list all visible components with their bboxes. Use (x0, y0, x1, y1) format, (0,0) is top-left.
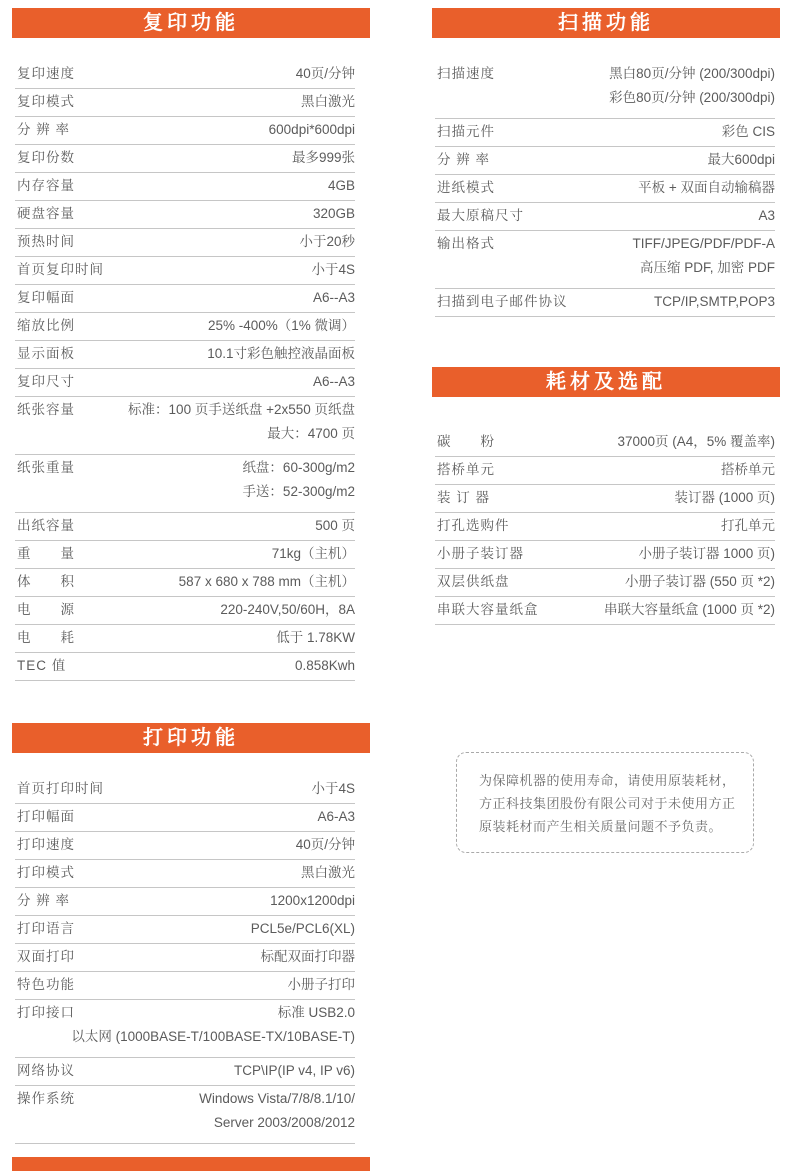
spec-row (15, 89, 355, 117)
spec-label: 缩放比例 (17, 318, 75, 333)
spec-label: 双层供纸盘 (437, 574, 510, 589)
spec-value-line: 标配双面打印器 (260, 949, 355, 964)
spec-value-line: 4GB (327, 178, 355, 193)
spec-row (435, 429, 775, 457)
spec-label: 复印速度 (17, 66, 75, 81)
spec-table-consumables (435, 429, 775, 625)
spec-value-line: A3 (758, 208, 775, 223)
spec-value-line: TCP/IP,SMTP,POP3 (653, 294, 775, 309)
spec-row (15, 625, 355, 653)
spec-row (435, 147, 775, 175)
spec-label: 打印模式 (17, 865, 75, 880)
spec-row (15, 1058, 355, 1086)
spec-value-line: 装订器 (1000 页) (674, 490, 775, 505)
spec-label: TEC 值 (17, 658, 67, 673)
spec-row (435, 457, 775, 485)
spec-value-line: 小于4S (311, 262, 355, 277)
spec-value-line: 587 x 680 x 788 mm（主机） (178, 574, 355, 589)
section-header-print: 打印功能 (12, 723, 370, 753)
spec-value-line: 黑白激光 (301, 94, 355, 109)
spec-row (15, 972, 355, 1000)
spec-value-line: Server 2003/2008/2012 (213, 1115, 355, 1130)
spec-value-line: 小册子装订器 1000 页) (638, 546, 775, 561)
section-header-consumables: 耗材及选配 (432, 367, 780, 397)
spec-value-line: 最多999张 (291, 150, 355, 165)
spec-value-line: 以太网 (1000BASE-T/100BASE-TX/10BASE-T) (71, 1029, 355, 1044)
spec-label: 最大原稿尺寸 (437, 208, 524, 223)
partial-section-header-bar (12, 1157, 370, 1171)
spec-label: 装 订 器 (437, 490, 491, 505)
spec-value-line: Windows Vista/7/8/8.1/10/ (199, 1091, 355, 1106)
spec-label: 首页打印时间 (17, 781, 104, 796)
spec-row (15, 117, 355, 145)
spec-row (15, 832, 355, 860)
spec-value-line: A6--A3 (312, 374, 355, 389)
spec-label: 复印份数 (17, 150, 75, 165)
spec-label: 小册子装订器 (437, 546, 524, 561)
spec-value-line: 小于4S (311, 781, 355, 796)
spec-label: 硬盘容量 (17, 206, 75, 221)
note-box (456, 752, 754, 853)
spec-row (15, 257, 355, 285)
spec-value-line: 37000页 (A4，5% 覆盖率) (617, 434, 775, 449)
spec-row (15, 1086, 355, 1144)
spec-label: 分 辨 率 (17, 893, 71, 908)
spec-row (15, 776, 355, 804)
spec-label: 电 耗 (17, 630, 75, 645)
spec-value-line: 平板 + 双面自动输稿器 (638, 180, 775, 195)
spec-value-line: 最大：4700 页 (267, 426, 355, 441)
spec-value-line: 搭桥单元 (721, 462, 775, 477)
spec-row (15, 569, 355, 597)
spec-value-line: 黑白80页/分钟 (200/300dpi) (609, 66, 775, 81)
spec-row (15, 541, 355, 569)
spec-row (15, 397, 355, 455)
spec-row (15, 916, 355, 944)
spec-row (435, 513, 775, 541)
spec-value-line: 40页/分钟 (295, 837, 355, 852)
spec-value-line: 320GB (312, 206, 355, 221)
spec-label: 纸张重量 (17, 460, 75, 475)
spec-value-line: 0.858Kwh (294, 658, 355, 673)
spec-label: 内存容量 (17, 178, 75, 193)
spec-value-line: 25% -400%（1% 微调） (207, 318, 355, 333)
spec-value-line: 小册子打印 (287, 977, 355, 992)
spec-value-line: 小册子装订器 (550 页 *2) (624, 574, 775, 589)
spec-row (435, 289, 775, 317)
spec-label: 打印幅面 (17, 809, 75, 824)
spec-value-line: 标准 USB2.0 (277, 1005, 355, 1020)
spec-label: 电 源 (17, 602, 75, 617)
spec-value-line: 打孔单元 (721, 518, 775, 533)
spec-label: 复印幅面 (17, 290, 75, 305)
spec-row (15, 513, 355, 541)
spec-row (15, 455, 355, 513)
spec-value-line: 600dpi*600dpi (268, 122, 355, 137)
spec-row (435, 175, 775, 203)
spec-row (435, 119, 775, 147)
spec-label: 操作系统 (17, 1091, 75, 1106)
spec-label: 显示面板 (17, 346, 75, 361)
spec-row (15, 944, 355, 972)
spec-value-line: 40页/分钟 (295, 66, 355, 81)
spec-label: 串联大容量纸盒 (437, 602, 539, 617)
spec-label: 扫描到电子邮件协议 (437, 294, 568, 309)
spec-label: 特色功能 (17, 977, 75, 992)
spec-row (15, 313, 355, 341)
spec-value-line: 彩色 CIS (721, 124, 775, 139)
spec-row (15, 61, 355, 89)
spec-label: 预热时间 (17, 234, 75, 249)
spec-label: 扫描元件 (437, 124, 495, 139)
spec-label: 复印模式 (17, 94, 75, 109)
spec-value-line: 71kg（主机） (271, 546, 355, 561)
spec-value-line: 黑白激光 (301, 865, 355, 880)
spec-row (15, 201, 355, 229)
spec-row (15, 145, 355, 173)
spec-label: 进纸模式 (437, 180, 495, 195)
spec-label: 打印语言 (17, 921, 75, 936)
spec-value-line: 小于20秒 (299, 234, 355, 249)
spec-label: 扫描速度 (437, 66, 495, 81)
spec-label: 双面打印 (17, 949, 75, 964)
spec-row (435, 541, 775, 569)
spec-row (435, 231, 775, 289)
spec-value-line: A6-A3 (317, 809, 355, 824)
spec-label: 复印尺寸 (17, 374, 75, 389)
spec-value-line: 高压缩 PDF, 加密 PDF (639, 260, 775, 275)
spec-row (15, 888, 355, 916)
spec-value-line: 串联大容量纸盒 (1000 页 *2) (603, 602, 775, 617)
spec-value-line: 彩色80页/分钟 (200/300dpi) (609, 90, 775, 105)
spec-value-line: 手送：52-300g/m2 (242, 484, 355, 499)
spec-value-line: 最大600dpi (707, 152, 775, 167)
spec-label: 出纸容量 (17, 518, 75, 533)
spec-row (435, 485, 775, 513)
spec-label: 纸张容量 (17, 402, 75, 417)
left-column (12, 8, 370, 1144)
spec-row (15, 653, 355, 681)
spec-row (15, 341, 355, 369)
spec-row (15, 173, 355, 201)
note-text: 为保障机器的使用寿命，请使用原装耗材，方正科技集团股份有限公司对于未使用方正原装耗材而产生相关质量问题不予负责。 (479, 773, 736, 834)
spec-label: 碳 粉 (437, 434, 495, 449)
spec-label: 打印速度 (17, 837, 75, 852)
spec-table-scan (435, 61, 775, 317)
spec-value-line: 1200x1200dpi (270, 893, 355, 908)
spec-value-line: 低于 1.78KW (276, 630, 355, 645)
spec-row (15, 229, 355, 257)
spec-label: 分 辨 率 (17, 122, 71, 137)
spec-label: 打孔选购件 (437, 518, 510, 533)
spec-value-line: 标准：100 页手送纸盘 +2x550 页纸盘 (128, 402, 355, 417)
spec-row (435, 569, 775, 597)
spec-value-line: 500 页 (315, 518, 355, 533)
spec-label: 首页复印时间 (17, 262, 104, 277)
spec-value-line: 纸盘：60-300g/m2 (242, 460, 355, 475)
spec-value-line: PCL5e/PCL6(XL) (250, 921, 355, 936)
spec-value-line: A6--A3 (312, 290, 355, 305)
spec-value-line: TIFF/JPEG/PDF/PDF-A (632, 236, 775, 251)
spec-value-line: 10.1寸彩色触控液晶面板 (207, 346, 355, 361)
spec-row (15, 804, 355, 832)
spec-table-copy (15, 61, 355, 681)
section-header-copy: 复印功能 (12, 8, 370, 38)
spec-label: 重 量 (17, 546, 75, 561)
right-column (432, 8, 780, 853)
spec-row (435, 61, 775, 119)
spec-value-line: TCP\IP(IP v4, IP v6) (233, 1063, 355, 1078)
spec-label: 分 辨 率 (437, 152, 491, 167)
spec-label: 搭桥单元 (437, 462, 495, 477)
spec-row (15, 860, 355, 888)
spec-value-line: 220-240V,50/60H，8A (220, 602, 355, 617)
spec-label: 打印接口 (17, 1005, 75, 1020)
spec-row (15, 285, 355, 313)
spec-row (15, 597, 355, 625)
spec-label: 体 积 (17, 574, 75, 589)
section-header-scan: 扫描功能 (432, 8, 780, 38)
spec-label: 网络协议 (17, 1063, 75, 1078)
spec-row (15, 1000, 355, 1058)
spec-row (15, 369, 355, 397)
spec-label: 输出格式 (437, 236, 495, 251)
spec-row (435, 203, 775, 231)
spec-table-print (15, 776, 355, 1144)
spec-row (435, 597, 775, 625)
